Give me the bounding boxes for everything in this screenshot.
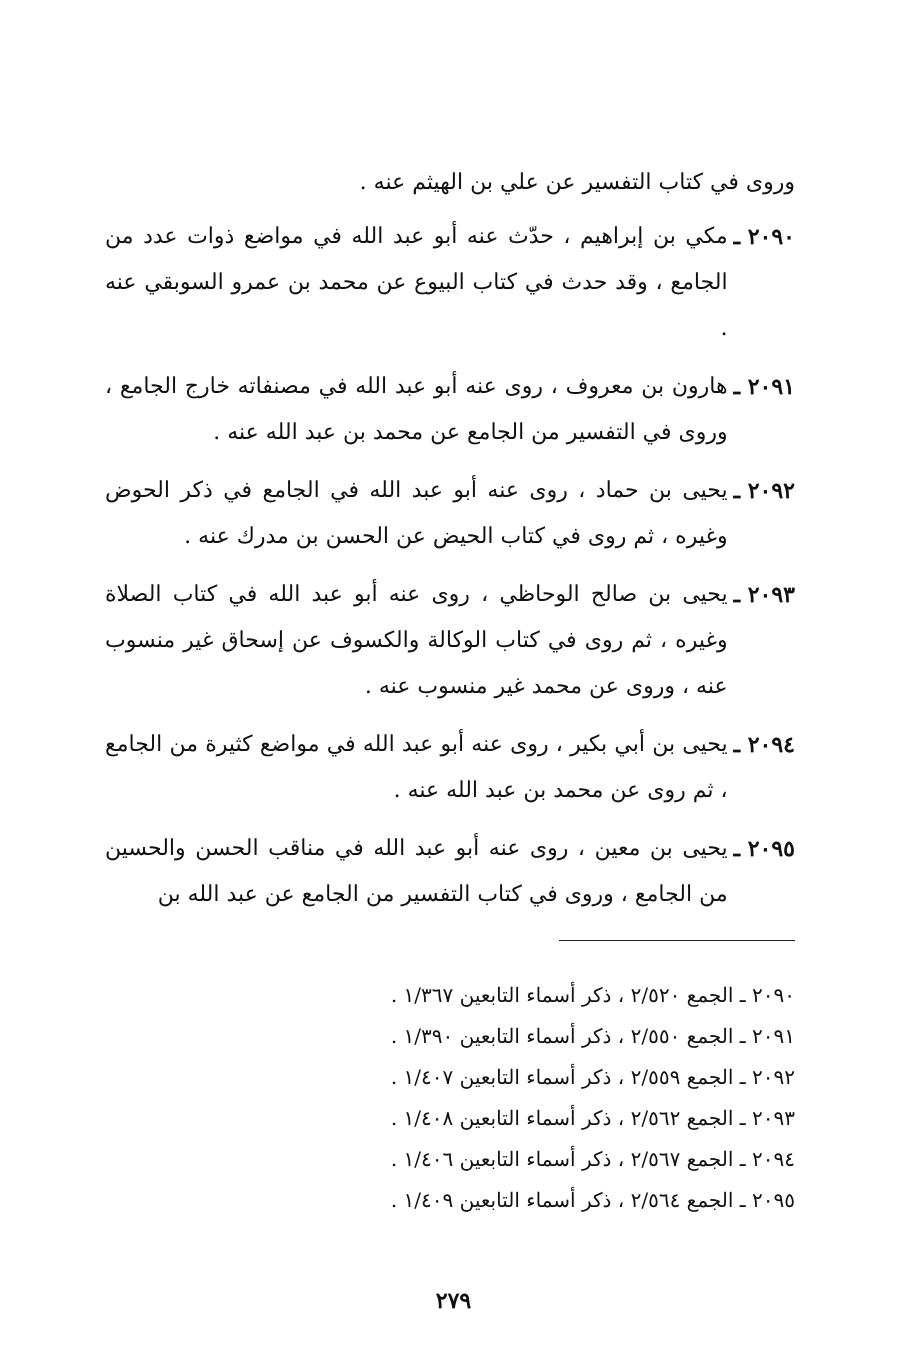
footnote-line: ٢٠٩٥ ـ الجمع ٢/٥٦٤ ، ذكر أسماء التابعين ١/٤٠٩ . — [390, 1188, 795, 1212]
entry-2091 — [105, 364, 795, 456]
entry-number: ٢٠٩٣ ـ — [733, 582, 795, 608]
entry-number: ٢٠٩٤ ـ — [733, 732, 795, 758]
footnote-line: ٢٠٩١ ـ الجمع ٢/٥٥٠ ، ذكر أسماء التابعين ١/٣٩٠ . — [390, 1024, 795, 1048]
footnote-divider — [559, 940, 795, 941]
footnote-line: ٢٠٩٢ ـ الجمع ٢/٥٥٩ ، ذكر أسماء التابعين ١/٤٠٧ . — [390, 1065, 795, 1089]
footnotes — [105, 975, 795, 1221]
entry-text: هارون بن معروف ، روى عنه أبو عبد الله في مصنفاته خارج الجامع ، وروى في التفسير من الجامع عن محمد بن عبد الله عنه . — [105, 374, 728, 445]
entry-2093 — [105, 572, 795, 710]
main-text — [105, 160, 795, 930]
entry-text: يحيى بن حماد ، روى عنه أبو عبد الله في الجامع في ذكر الحوض وغيره ، ثم روى في كتاب الحيض عن الحسن بن مدرك عنه . — [105, 478, 728, 549]
footnote-line: ٢٠٩٤ ـ الجمع ٢/٥٦٧ ، ذكر أسماء التابعين ١/٤٠٦ . — [390, 1147, 795, 1171]
entry-text: مكي بن إبراهيم ، حدّث عنه أبو عبد الله في مواضع ذوات عدد من الجامع ، وقد حدث في كتاب البيوع عن محمد بن عمرو السوبقي عنه . — [105, 224, 728, 341]
entry-2094 — [105, 722, 795, 814]
entry-2090 — [105, 214, 795, 352]
page-number: ٢٧٩ — [435, 1288, 472, 1314]
entry-number: ٢٠٩٠ ـ — [733, 224, 795, 250]
entry-number: ٢٠٩٢ ـ — [733, 478, 795, 504]
entry-text: يحيى بن معين ، روى عنه أبو عبد الله في مناقب الحسن والحسين من الجامع ، وروى في كتاب التفسير من الجامع عن عبد الله بن — [105, 836, 728, 907]
entry-2095 — [105, 826, 795, 918]
entry-number: ٢٠٩٥ ـ — [733, 836, 795, 862]
footnote-line: ٢٠٩٠ ـ الجمع ٢/٥٢٠ ، ذكر أسماء التابعين ١/٣٦٧ . — [390, 983, 795, 1007]
entry-2092 — [105, 468, 795, 560]
entry-text: يحيى بن أبي بكير ، روى عنه أبو عبد الله في مواضع كثيرة من الجامع ، ثم روى عن محمد بن عبد الله عنه . — [105, 732, 728, 803]
continuation-line: وروى في كتاب التفسير عن علي بن الهيثم عنه . — [359, 170, 795, 195]
footnote-line: ٢٠٩٣ ـ الجمع ٢/٥٦٢ ، ذكر أسماء التابعين ١/٤٠٨ . — [390, 1106, 795, 1130]
entry-number: ٢٠٩١ ـ — [733, 374, 795, 400]
entry-text: يحيى بن صالح الوحاظي ، روى عنه أبو عبد الله في كتاب الصلاة وغيره ، ثم روى في كتاب الوكالة والكسوف عن إسحاق غير منسوب عنه ، وروى عن محمد غير منسوب عنه . — [105, 582, 728, 699]
